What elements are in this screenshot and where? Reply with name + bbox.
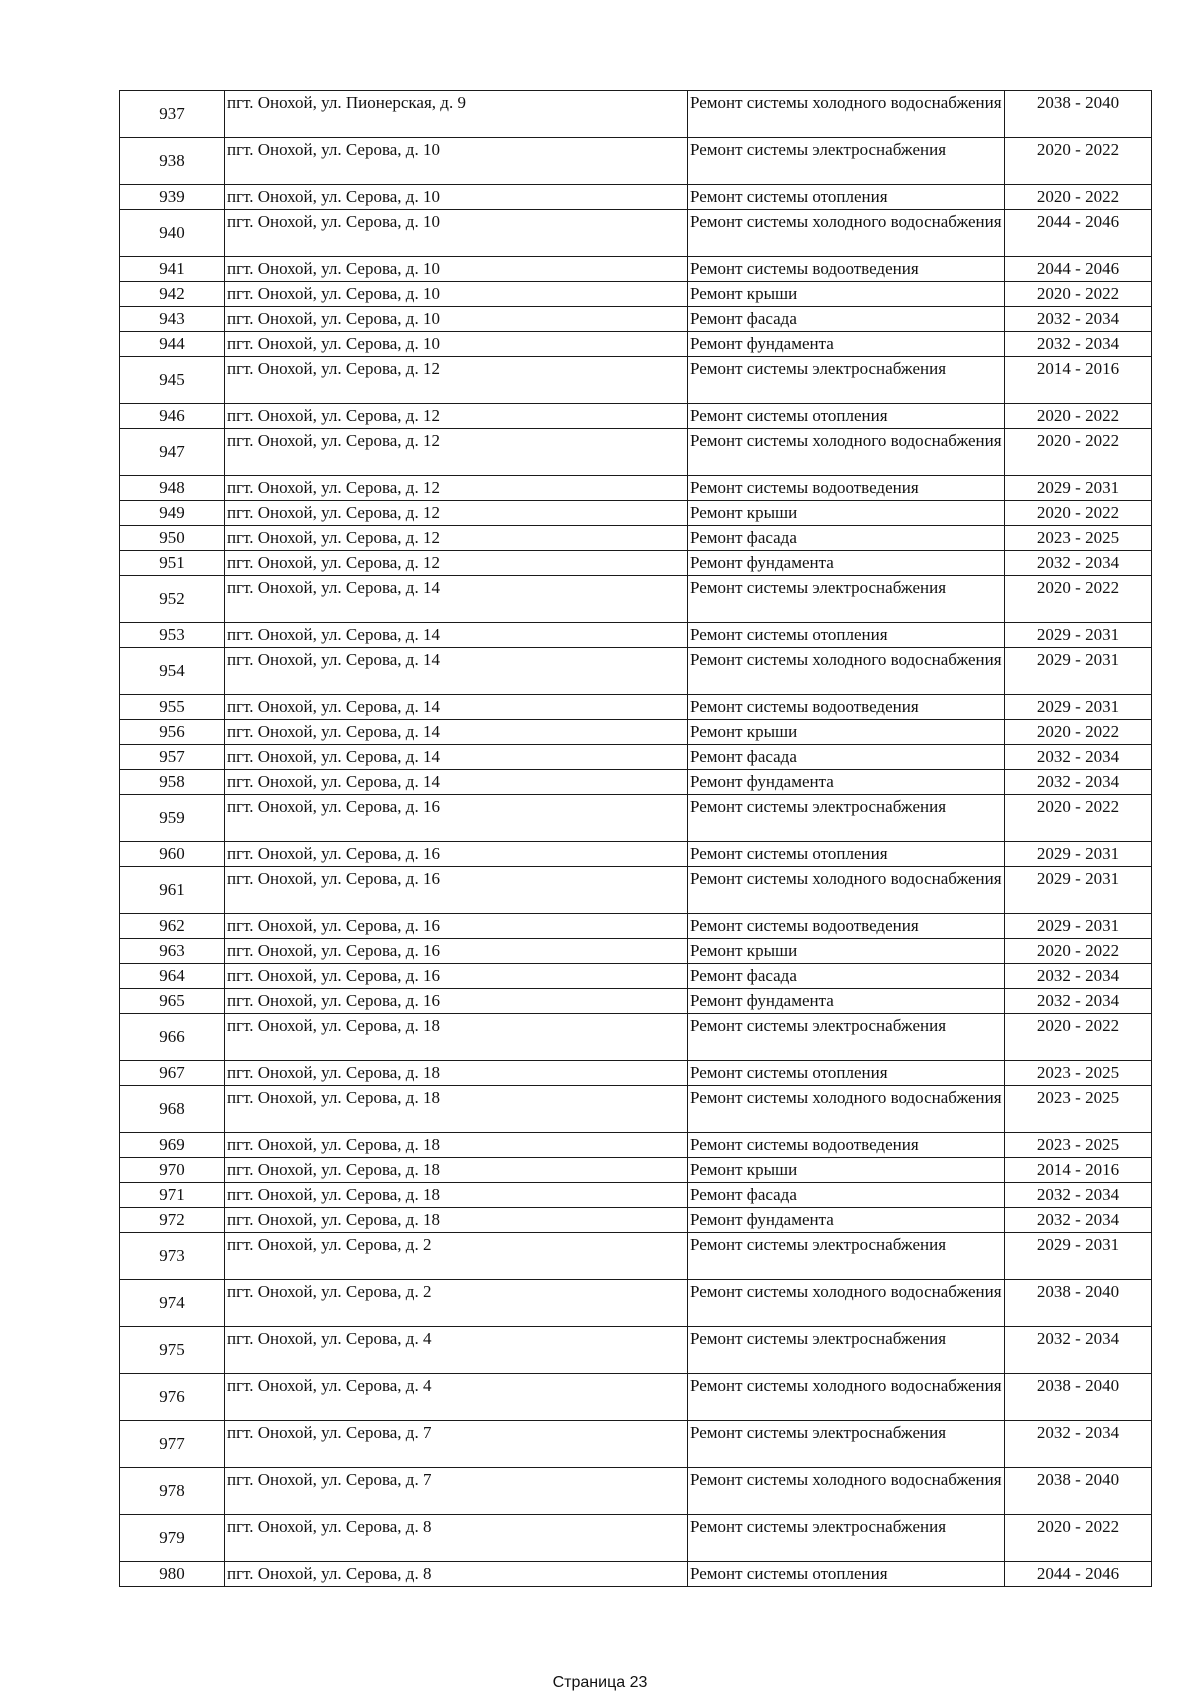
work-type-cell: Ремонт системы электроснабжения: [688, 1327, 1005, 1374]
address-cell: пгт. Онохой, ул. Серова, д. 16: [225, 795, 688, 842]
table-row: [120, 695, 1152, 720]
work-type-cell: Ремонт системы водоотведения: [688, 1133, 1005, 1158]
work-type-cell: Ремонт системы отопления: [688, 185, 1005, 210]
address-cell: пгт. Онохой, ул. Серова, д. 12: [225, 501, 688, 526]
period-cell: 2044 - 2046: [1005, 1562, 1152, 1587]
work-type-cell: Ремонт системы холодного водоснабжения: [688, 648, 1005, 695]
address-cell: пгт. Онохой, ул. Серова, д. 12: [225, 476, 688, 501]
address-cell: пгт. Онохой, ул. Серова, д. 10: [225, 282, 688, 307]
table-row: [120, 1468, 1152, 1515]
address-cell: пгт. Онохой, ул. Серова, д. 12: [225, 526, 688, 551]
row-number-cell: 960: [120, 842, 225, 867]
work-type-cell: Ремонт системы отопления: [688, 404, 1005, 429]
period-cell: 2020 - 2022: [1005, 404, 1152, 429]
table-row: [120, 1327, 1152, 1374]
address-cell: пгт. Онохой, ул. Пионерская, д. 9: [225, 91, 688, 138]
work-type-cell: Ремонт системы электроснабжения: [688, 357, 1005, 404]
address-cell: пгт. Онохой, ул. Серова, д. 10: [225, 257, 688, 282]
row-number-cell: 944: [120, 332, 225, 357]
row-number-cell: 958: [120, 770, 225, 795]
period-cell: 2020 - 2022: [1005, 576, 1152, 623]
address-cell: пгт. Онохой, ул. Серова, д. 18: [225, 1208, 688, 1233]
table-row: [120, 257, 1152, 282]
table-row: [120, 185, 1152, 210]
row-number-cell: 938: [120, 138, 225, 185]
work-type-cell: Ремонт фасада: [688, 745, 1005, 770]
table-row: [120, 526, 1152, 551]
work-type-cell: Ремонт системы холодного водоснабжения: [688, 867, 1005, 914]
address-cell: пгт. Онохой, ул. Серова, д. 16: [225, 989, 688, 1014]
table-row: [120, 1208, 1152, 1233]
address-cell: пгт. Онохой, ул. Серова, д. 10: [225, 138, 688, 185]
work-type-cell: Ремонт фасада: [688, 307, 1005, 332]
row-number-cell: 946: [120, 404, 225, 429]
period-cell: 2038 - 2040: [1005, 91, 1152, 138]
row-number-cell: 937: [120, 91, 225, 138]
period-cell: 2032 - 2034: [1005, 1327, 1152, 1374]
table-row: [120, 914, 1152, 939]
page-number: Страница 23: [552, 1674, 648, 1691]
period-cell: 2029 - 2031: [1005, 842, 1152, 867]
period-cell: 2038 - 2040: [1005, 1280, 1152, 1327]
row-number-cell: 959: [120, 795, 225, 842]
period-cell: 2044 - 2046: [1005, 257, 1152, 282]
period-cell: 2023 - 2025: [1005, 1061, 1152, 1086]
table-row: [120, 1158, 1152, 1183]
repair-schedule-table: [119, 90, 1152, 1587]
period-cell: 2020 - 2022: [1005, 282, 1152, 307]
table-row: [120, 476, 1152, 501]
row-number-cell: 962: [120, 914, 225, 939]
work-type-cell: Ремонт системы электроснабжения: [688, 1515, 1005, 1562]
work-type-cell: Ремонт системы холодного водоснабжения: [688, 91, 1005, 138]
row-number-cell: 941: [120, 257, 225, 282]
table-row: [120, 1421, 1152, 1468]
work-type-cell: Ремонт системы холодного водоснабжения: [688, 1086, 1005, 1133]
period-cell: 2014 - 2016: [1005, 357, 1152, 404]
period-cell: 2032 - 2034: [1005, 770, 1152, 795]
period-cell: 2029 - 2031: [1005, 1233, 1152, 1280]
work-type-cell: Ремонт крыши: [688, 939, 1005, 964]
row-number-cell: 952: [120, 576, 225, 623]
address-cell: пгт. Онохой, ул. Серова, д. 16: [225, 914, 688, 939]
row-number-cell: 945: [120, 357, 225, 404]
period-cell: 2038 - 2040: [1005, 1468, 1152, 1515]
period-cell: 2029 - 2031: [1005, 695, 1152, 720]
table-row: [120, 357, 1152, 404]
address-cell: пгт. Онохой, ул. Серова, д. 4: [225, 1327, 688, 1374]
period-cell: 2020 - 2022: [1005, 1014, 1152, 1061]
work-type-cell: Ремонт системы водоотведения: [688, 257, 1005, 282]
address-cell: пгт. Онохой, ул. Серова, д. 16: [225, 867, 688, 914]
table-row: [120, 282, 1152, 307]
table-row: [120, 770, 1152, 795]
period-cell: 2023 - 2025: [1005, 1086, 1152, 1133]
period-cell: 2020 - 2022: [1005, 185, 1152, 210]
table-row: [120, 720, 1152, 745]
period-cell: 2029 - 2031: [1005, 623, 1152, 648]
table-row: [120, 648, 1152, 695]
table-row: [120, 1280, 1152, 1327]
work-type-cell: Ремонт системы электроснабжения: [688, 1014, 1005, 1061]
work-type-cell: Ремонт системы электроснабжения: [688, 1233, 1005, 1280]
table-row: [120, 939, 1152, 964]
work-type-cell: Ремонт системы отопления: [688, 842, 1005, 867]
address-cell: пгт. Онохой, ул. Серова, д. 14: [225, 648, 688, 695]
address-cell: пгт. Онохой, ул. Серова, д. 14: [225, 720, 688, 745]
row-number-cell: 977: [120, 1421, 225, 1468]
address-cell: пгт. Онохой, ул. Серова, д. 18: [225, 1158, 688, 1183]
address-cell: пгт. Онохой, ул. Серова, д. 18: [225, 1061, 688, 1086]
work-type-cell: Ремонт системы холодного водоснабжения: [688, 1280, 1005, 1327]
work-type-cell: Ремонт фасада: [688, 1183, 1005, 1208]
row-number-cell: 967: [120, 1061, 225, 1086]
address-cell: пгт. Онохой, ул. Серова, д. 10: [225, 210, 688, 257]
table-row: [120, 1086, 1152, 1133]
row-number-cell: 980: [120, 1562, 225, 1587]
address-cell: пгт. Онохой, ул. Серова, д. 12: [225, 404, 688, 429]
work-type-cell: Ремонт системы электроснабжения: [688, 795, 1005, 842]
address-cell: пгт. Онохой, ул. Серова, д. 10: [225, 332, 688, 357]
address-cell: пгт. Онохой, ул. Серова, д. 18: [225, 1086, 688, 1133]
table-row: [120, 842, 1152, 867]
table-row: [120, 551, 1152, 576]
period-cell: 2029 - 2031: [1005, 914, 1152, 939]
address-cell: пгт. Онохой, ул. Серова, д. 14: [225, 623, 688, 648]
work-type-cell: Ремонт системы водоотведения: [688, 476, 1005, 501]
work-type-cell: Ремонт системы холодного водоснабжения: [688, 210, 1005, 257]
row-number-cell: 979: [120, 1515, 225, 1562]
period-cell: 2029 - 2031: [1005, 867, 1152, 914]
table-row: [120, 210, 1152, 257]
address-cell: пгт. Онохой, ул. Серова, д. 18: [225, 1133, 688, 1158]
table-row: [120, 1515, 1152, 1562]
period-cell: 2029 - 2031: [1005, 648, 1152, 695]
work-type-cell: Ремонт фундамента: [688, 332, 1005, 357]
work-type-cell: Ремонт фасада: [688, 964, 1005, 989]
period-cell: 2020 - 2022: [1005, 795, 1152, 842]
period-cell: 2032 - 2034: [1005, 989, 1152, 1014]
address-cell: пгт. Онохой, ул. Серова, д. 2: [225, 1233, 688, 1280]
table-row: [120, 1233, 1152, 1280]
repair-schedule-body: [120, 91, 1152, 1587]
table-row: [120, 867, 1152, 914]
address-cell: пгт. Онохой, ул. Серова, д. 18: [225, 1014, 688, 1061]
address-cell: пгт. Онохой, ул. Серова, д. 14: [225, 770, 688, 795]
address-cell: пгт. Онохой, ул. Серова, д. 8: [225, 1562, 688, 1587]
address-cell: пгт. Онохой, ул. Серова, д. 12: [225, 551, 688, 576]
period-cell: 2032 - 2034: [1005, 551, 1152, 576]
table-row: [120, 501, 1152, 526]
table-row: [120, 989, 1152, 1014]
row-number-cell: 949: [120, 501, 225, 526]
row-number-cell: 948: [120, 476, 225, 501]
row-number-cell: 973: [120, 1233, 225, 1280]
row-number-cell: 953: [120, 623, 225, 648]
period-cell: 2032 - 2034: [1005, 1421, 1152, 1468]
period-cell: 2044 - 2046: [1005, 210, 1152, 257]
address-cell: пгт. Онохой, ул. Серова, д. 14: [225, 695, 688, 720]
row-number-cell: 951: [120, 551, 225, 576]
period-cell: 2032 - 2034: [1005, 964, 1152, 989]
work-type-cell: Ремонт системы электроснабжения: [688, 576, 1005, 623]
address-cell: пгт. Онохой, ул. Серова, д. 16: [225, 964, 688, 989]
row-number-cell: 961: [120, 867, 225, 914]
work-type-cell: Ремонт системы водоотведения: [688, 695, 1005, 720]
address-cell: пгт. Онохой, ул. Серова, д. 16: [225, 939, 688, 964]
address-cell: пгт. Онохой, ул. Серова, д. 4: [225, 1374, 688, 1421]
row-number-cell: 965: [120, 989, 225, 1014]
period-cell: 2038 - 2040: [1005, 1374, 1152, 1421]
address-cell: пгт. Онохой, ул. Серова, д. 12: [225, 429, 688, 476]
row-number-cell: 950: [120, 526, 225, 551]
row-number-cell: 976: [120, 1374, 225, 1421]
table-row: [120, 1562, 1152, 1587]
row-number-cell: 957: [120, 745, 225, 770]
work-type-cell: Ремонт системы холодного водоснабжения: [688, 1374, 1005, 1421]
work-type-cell: Ремонт фасада: [688, 526, 1005, 551]
table-row: [120, 307, 1152, 332]
work-type-cell: Ремонт крыши: [688, 720, 1005, 745]
work-type-cell: Ремонт системы отопления: [688, 1061, 1005, 1086]
period-cell: 2020 - 2022: [1005, 939, 1152, 964]
address-cell: пгт. Онохой, ул. Серова, д. 18: [225, 1183, 688, 1208]
row-number-cell: 939: [120, 185, 225, 210]
address-cell: пгт. Онохой, ул. Серова, д. 7: [225, 1421, 688, 1468]
address-cell: пгт. Онохой, ул. Серова, д. 12: [225, 357, 688, 404]
row-number-cell: 968: [120, 1086, 225, 1133]
table-row: [120, 138, 1152, 185]
row-number-cell: 940: [120, 210, 225, 257]
row-number-cell: 972: [120, 1208, 225, 1233]
work-type-cell: Ремонт системы электроснабжения: [688, 1421, 1005, 1468]
row-number-cell: 966: [120, 1014, 225, 1061]
row-number-cell: 975: [120, 1327, 225, 1374]
table-row: [120, 1133, 1152, 1158]
table-row: [120, 1014, 1152, 1061]
work-type-cell: Ремонт крыши: [688, 501, 1005, 526]
table-row: [120, 1061, 1152, 1086]
table-row: [120, 1183, 1152, 1208]
row-number-cell: 954: [120, 648, 225, 695]
row-number-cell: 955: [120, 695, 225, 720]
table-row: [120, 964, 1152, 989]
period-cell: 2020 - 2022: [1005, 138, 1152, 185]
row-number-cell: 978: [120, 1468, 225, 1515]
table-row: [120, 795, 1152, 842]
work-type-cell: Ремонт крыши: [688, 1158, 1005, 1183]
period-cell: 2023 - 2025: [1005, 526, 1152, 551]
address-cell: пгт. Онохой, ул. Серова, д. 14: [225, 576, 688, 623]
address-cell: пгт. Онохой, ул. Серова, д. 10: [225, 185, 688, 210]
row-number-cell: 969: [120, 1133, 225, 1158]
period-cell: 2032 - 2034: [1005, 745, 1152, 770]
row-number-cell: 943: [120, 307, 225, 332]
row-number-cell: 956: [120, 720, 225, 745]
row-number-cell: 963: [120, 939, 225, 964]
period-cell: 2020 - 2022: [1005, 720, 1152, 745]
table-row: [120, 623, 1152, 648]
work-type-cell: Ремонт системы холодного водоснабжения: [688, 429, 1005, 476]
table-row: [120, 1374, 1152, 1421]
work-type-cell: Ремонт фундамента: [688, 1208, 1005, 1233]
table-row: [120, 404, 1152, 429]
row-number-cell: 974: [120, 1280, 225, 1327]
table-row: [120, 91, 1152, 138]
period-cell: 2014 - 2016: [1005, 1158, 1152, 1183]
period-cell: 2023 - 2025: [1005, 1133, 1152, 1158]
period-cell: 2032 - 2034: [1005, 1183, 1152, 1208]
work-type-cell: Ремонт фундамента: [688, 770, 1005, 795]
work-type-cell: Ремонт фундамента: [688, 551, 1005, 576]
address-cell: пгт. Онохой, ул. Серова, д. 8: [225, 1515, 688, 1562]
period-cell: 2020 - 2022: [1005, 501, 1152, 526]
period-cell: 2032 - 2034: [1005, 332, 1152, 357]
table-row: [120, 429, 1152, 476]
work-type-cell: Ремонт системы водоотведения: [688, 914, 1005, 939]
work-type-cell: Ремонт системы холодного водоснабжения: [688, 1468, 1005, 1515]
address-cell: пгт. Онохой, ул. Серова, д. 14: [225, 745, 688, 770]
work-type-cell: Ремонт системы отопления: [688, 1562, 1005, 1587]
table-row: [120, 332, 1152, 357]
work-type-cell: Ремонт системы электроснабжения: [688, 138, 1005, 185]
row-number-cell: 942: [120, 282, 225, 307]
row-number-cell: 964: [120, 964, 225, 989]
row-number-cell: 971: [120, 1183, 225, 1208]
period-cell: 2020 - 2022: [1005, 1515, 1152, 1562]
work-type-cell: Ремонт фундамента: [688, 989, 1005, 1014]
row-number-cell: 970: [120, 1158, 225, 1183]
table-row: [120, 576, 1152, 623]
period-cell: 2020 - 2022: [1005, 429, 1152, 476]
address-cell: пгт. Онохой, ул. Серова, д. 2: [225, 1280, 688, 1327]
address-cell: пгт. Онохой, ул. Серова, д. 16: [225, 842, 688, 867]
work-type-cell: Ремонт крыши: [688, 282, 1005, 307]
table-row: [120, 745, 1152, 770]
work-type-cell: Ремонт системы отопления: [688, 623, 1005, 648]
period-cell: 2029 - 2031: [1005, 476, 1152, 501]
period-cell: 2032 - 2034: [1005, 1208, 1152, 1233]
address-cell: пгт. Онохой, ул. Серова, д. 7: [225, 1468, 688, 1515]
row-number-cell: 947: [120, 429, 225, 476]
address-cell: пгт. Онохой, ул. Серова, д. 10: [225, 307, 688, 332]
period-cell: 2032 - 2034: [1005, 307, 1152, 332]
